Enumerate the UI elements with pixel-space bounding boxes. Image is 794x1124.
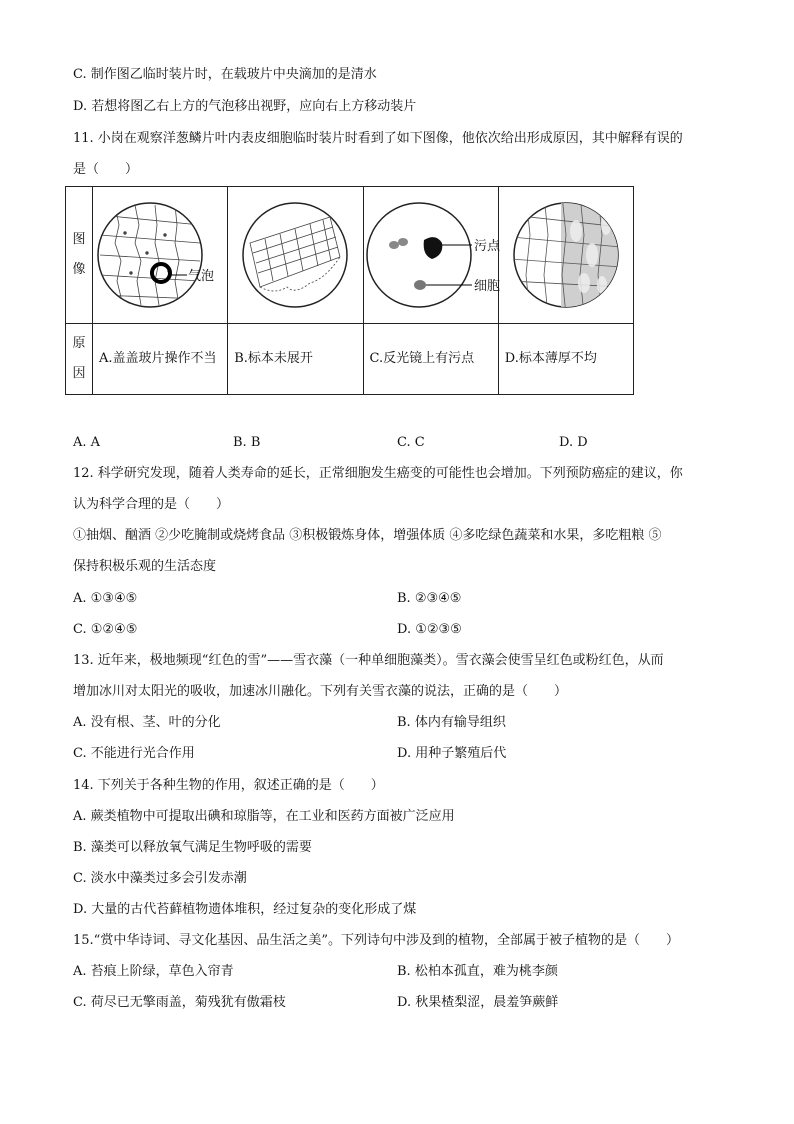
q15-stem: 15.“赏中华诗词、寻文化基因、品生活之美”。下列诗句中涉及到的植物，全部属于被子植物的是（ ） <box>73 933 679 948</box>
q15-option-d: D. 秋果楂梨涩，晨羞笋蕨鲜 <box>397 995 559 1010</box>
q14-option-c: C. 淡水中藻类过多会引发赤潮 <box>73 871 247 886</box>
q12-stem-cont: 认为科学合理的是（ ） <box>73 497 230 512</box>
q15-option-c: C. 荷尽已无擎雨盖，菊残犹有傲霜枝 <box>73 995 286 1010</box>
q12-option-b: B. ②③④⑤ <box>397 591 462 606</box>
q10-option-c: C. 制作图乙临时装片时，在载玻片中央滴加的是清水 <box>73 67 377 82</box>
q12-option-d: D. ①②③⑤ <box>397 622 462 637</box>
row-header-cause: 原因 <box>66 324 93 395</box>
cause-c: C.反光镜上有污点 <box>363 324 498 395</box>
q11-option-c: C. C <box>397 435 425 450</box>
q11-option-d: D. D <box>559 435 588 450</box>
q11-option-a: A. A <box>73 435 101 450</box>
cause-b: B.标本未展开 <box>228 324 363 395</box>
q12-option-a: A. ①③④⑤ <box>73 591 138 606</box>
q15-option-a: A. 苔痕上阶绿，草色入帘青 <box>73 964 234 979</box>
micrograph-d <box>498 187 633 324</box>
q14-option-b: B. 藻类可以释放氧气满足生物呼吸的需要 <box>73 840 312 855</box>
q13-option-d: D. 用种子繁殖后代 <box>397 746 507 761</box>
q11-stem: 11. 小岗在观察洋葱鳞片叶内表皮细胞临时装片时看到了如下图像，他依次给出形成原因，其中解释有误的 <box>73 131 683 146</box>
label-bubble: 气泡 <box>188 269 215 284</box>
q12-stem: 12. 科学研究发现，随着人类寿命的延长，正常细胞发生癌变的可能性也会增加。下列预防癌症的建议，你 <box>73 466 683 481</box>
q14-stem: 14. 下列关于各种生物的作用，叙述正确的是（ ） <box>73 778 384 793</box>
q10-option-d: D. 若想将图乙右上方的气泡移出视野，应向右上方移动装片 <box>73 99 417 114</box>
q13-option-c: C. 不能进行光合作用 <box>73 746 195 761</box>
q12-list: ①抽烟、酗酒 ②少吃腌制或烧烤食品 ③积极锻炼身体，增强体质 ④多吃绿色蔬菜和水果，多吃粗粮 ⑤ <box>73 528 662 543</box>
q13-option-a: A. 没有根、茎、叶的分化 <box>73 715 221 730</box>
q12-list-cont: 保持积极乐观的生活态度 <box>73 559 217 574</box>
q13-stem-cont: 增加冰川对太阳光的吸收，加速冰川融化。下列有关雪衣藻的说法，正确的是（ ） <box>73 684 568 699</box>
q11-image-table <box>65 186 634 395</box>
label-dirt: 污点 <box>473 239 500 254</box>
cause-a: A.盖盖玻片操作不当 <box>93 324 228 395</box>
q14-option-d: D. 大量的古代苔藓植物遗体堆积，经过复杂的变化形成了煤 <box>73 902 417 917</box>
micrograph-b <box>228 187 363 324</box>
q12-option-c: C. ①②④⑤ <box>73 622 138 637</box>
cause-d: D.标本薄厚不均 <box>498 324 633 395</box>
q15-option-b: B. 松柏本孤直，难为桃李颜 <box>397 964 558 979</box>
label-cell: 细胞 <box>473 279 500 294</box>
q13-stem: 13. 近年来，极地频现“红色的雪”——雪衣藻（一种单细胞藻类）。雪衣藻会使雪呈红色或粉红色，从而 <box>73 653 664 668</box>
q14-option-a: A. 蕨类植物中可提取出碘和琼脂等，在工业和医药方面被广泛应用 <box>73 809 455 824</box>
q11-stem-cont: 是（ ） <box>73 162 139 177</box>
q13-option-b: B. 体内有输导组织 <box>397 715 506 730</box>
micrograph-c <box>363 187 498 324</box>
micrograph-a <box>93 187 228 324</box>
row-header-image: 图像 <box>66 187 93 324</box>
q11-option-b: B. B <box>233 435 261 450</box>
